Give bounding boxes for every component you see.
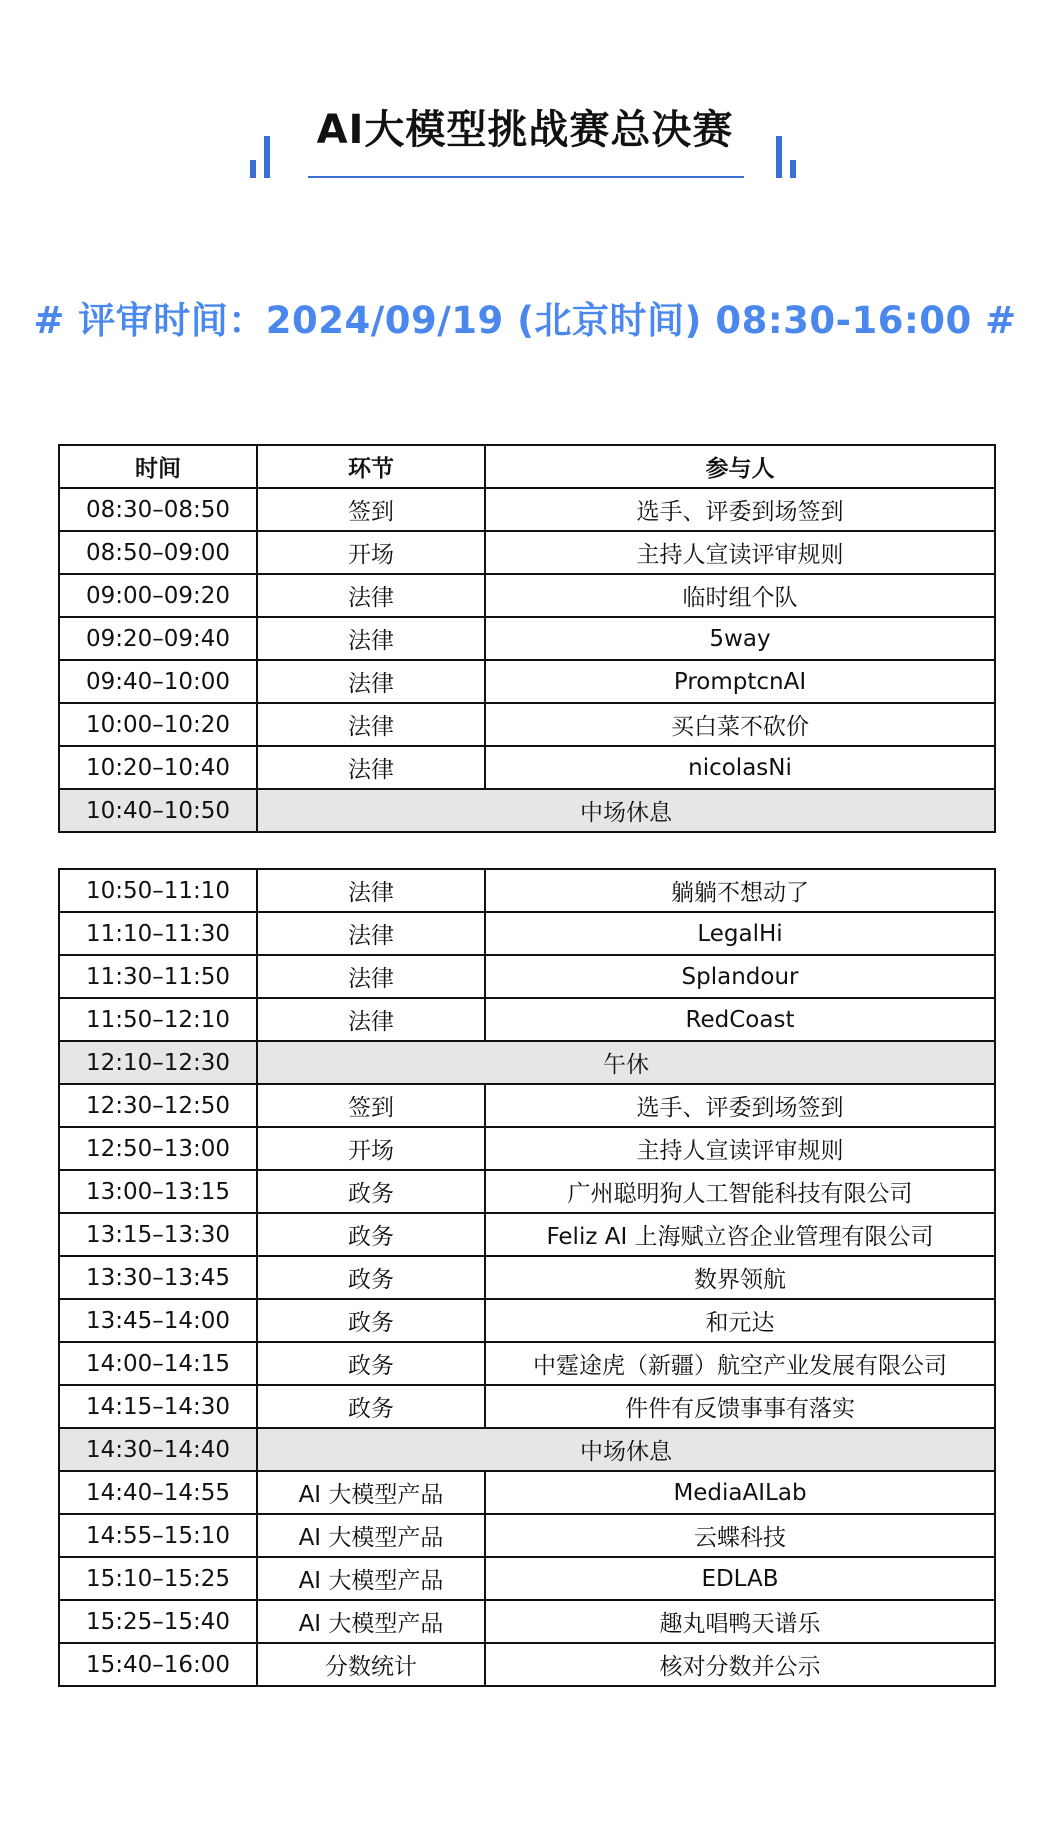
table-row <box>59 574 995 617</box>
cell-participant: 数界领航 <box>485 1256 995 1299</box>
cell-time: 08:30–08:50 <box>59 488 257 531</box>
cell-time: 10:50–11:10 <box>59 869 257 912</box>
cell-time: 14:00–14:15 <box>59 1342 257 1385</box>
table-row <box>59 531 995 574</box>
table-row <box>59 746 995 789</box>
break-row <box>59 1041 995 1084</box>
cell-participant: Splandour <box>485 955 995 998</box>
cell-time: 11:10–11:30 <box>59 912 257 955</box>
cell-stage: AI 大模型产品 <box>257 1600 485 1643</box>
table-row <box>59 488 995 531</box>
cell-time: 09:40–10:00 <box>59 660 257 703</box>
cell-participant: 趣丸唱鸭天谱乐 <box>485 1600 995 1643</box>
cell-participant: 选手、评委到场签到 <box>485 1084 995 1127</box>
cell-break: 中场休息 <box>257 1428 995 1471</box>
cell-time: 14:55–15:10 <box>59 1514 257 1557</box>
title-block <box>0 98 1050 188</box>
table-header-row <box>59 445 995 488</box>
table-row <box>59 1471 995 1514</box>
table-row <box>59 1256 995 1299</box>
cell-stage: 法律 <box>257 746 485 789</box>
break-row <box>59 789 995 832</box>
cell-time: 12:10–12:30 <box>59 1041 257 1084</box>
break-row <box>59 1428 995 1471</box>
cell-time: 14:15–14:30 <box>59 1385 257 1428</box>
cell-participant: Feliz AI 上海赋立咨企业管理有限公司 <box>485 1213 995 1256</box>
right-decor-bars <box>776 136 816 178</box>
cell-participant: 和元达 <box>485 1299 995 1342</box>
header-time: 时间 <box>59 445 257 488</box>
cell-stage: AI 大模型产品 <box>257 1471 485 1514</box>
table-row <box>59 703 995 746</box>
cell-time: 12:30–12:50 <box>59 1084 257 1127</box>
schedule-table-part1 <box>58 444 996 833</box>
table-row <box>59 1084 995 1127</box>
cell-time: 10:00–10:20 <box>59 703 257 746</box>
table-row <box>59 1514 995 1557</box>
cell-stage: 法律 <box>257 912 485 955</box>
cell-time: 13:30–13:45 <box>59 1256 257 1299</box>
cell-time: 14:40–14:55 <box>59 1471 257 1514</box>
schedule-table-part2 <box>58 868 996 1687</box>
cell-participant: 中霆途虎（新疆）航空产业发展有限公司 <box>485 1342 995 1385</box>
cell-participant: PromptcnAI <box>485 660 995 703</box>
cell-time: 15:40–16:00 <box>59 1643 257 1686</box>
table-row <box>59 1299 995 1342</box>
cell-participant: 躺躺不想动了 <box>485 869 995 912</box>
table-row <box>59 912 995 955</box>
header-stage: 环节 <box>257 445 485 488</box>
cell-time: 09:20–09:40 <box>59 617 257 660</box>
table-row <box>59 1342 995 1385</box>
cell-time: 11:30–11:50 <box>59 955 257 998</box>
header-participant: 参与人 <box>485 445 995 488</box>
cell-time: 10:20–10:40 <box>59 746 257 789</box>
cell-time: 10:40–10:50 <box>59 789 257 832</box>
cell-participant: 主持人宣读评审规则 <box>485 1127 995 1170</box>
cell-stage: 政务 <box>257 1213 485 1256</box>
cell-participant: EDLAB <box>485 1557 995 1600</box>
table-row <box>59 1127 995 1170</box>
cell-participant: 件件有反馈事事有落实 <box>485 1385 995 1428</box>
table-row <box>59 1170 995 1213</box>
cell-time: 14:30–14:40 <box>59 1428 257 1471</box>
review-time-subtitle: # 评审时间：2024/09/19 (北京时间) 08:30-16:00 # <box>33 299 1017 342</box>
cell-stage: 签到 <box>257 1084 485 1127</box>
table-row <box>59 1213 995 1256</box>
cell-stage: 法律 <box>257 617 485 660</box>
page-title: AI大模型挑战赛总决赛 <box>316 107 734 153</box>
cell-stage: AI 大模型产品 <box>257 1557 485 1600</box>
cell-stage: 法律 <box>257 660 485 703</box>
table-row <box>59 1557 995 1600</box>
cell-time: 13:00–13:15 <box>59 1170 257 1213</box>
cell-stage: 法律 <box>257 955 485 998</box>
cell-participant: LegalHi <box>485 912 995 955</box>
cell-time: 08:50–09:00 <box>59 531 257 574</box>
title-underline <box>308 176 744 178</box>
cell-stage: 法律 <box>257 574 485 617</box>
cell-participant: 广州聪明狗人工智能科技有限公司 <box>485 1170 995 1213</box>
left-decor-bars <box>250 136 290 178</box>
table-row <box>59 1600 995 1643</box>
cell-stage: AI 大模型产品 <box>257 1514 485 1557</box>
cell-stage: 开场 <box>257 1127 485 1170</box>
cell-stage: 法律 <box>257 869 485 912</box>
cell-participant: 选手、评委到场签到 <box>485 488 995 531</box>
cell-stage: 开场 <box>257 531 485 574</box>
cell-stage: 法律 <box>257 703 485 746</box>
cell-time: 13:15–13:30 <box>59 1213 257 1256</box>
cell-time: 13:45–14:00 <box>59 1299 257 1342</box>
cell-participant: 核对分数并公示 <box>485 1643 995 1686</box>
cell-time: 12:50–13:00 <box>59 1127 257 1170</box>
table-row <box>59 998 995 1041</box>
cell-participant: 买白菜不砍价 <box>485 703 995 746</box>
table-row <box>59 1385 995 1428</box>
table-row <box>59 955 995 998</box>
cell-time: 11:50–12:10 <box>59 998 257 1041</box>
cell-stage: 法律 <box>257 998 485 1041</box>
cell-time: 15:10–15:25 <box>59 1557 257 1600</box>
cell-participant: nicolasNi <box>485 746 995 789</box>
cell-stage: 签到 <box>257 488 485 531</box>
table-row <box>59 1643 995 1686</box>
table-row <box>59 869 995 912</box>
cell-break: 午休 <box>257 1041 995 1084</box>
cell-stage: 政务 <box>257 1385 485 1428</box>
cell-participant: RedCoast <box>485 998 995 1041</box>
cell-stage: 政务 <box>257 1170 485 1213</box>
cell-participant: 主持人宣读评审规则 <box>485 531 995 574</box>
cell-time: 09:00–09:20 <box>59 574 257 617</box>
cell-break: 中场休息 <box>257 789 995 832</box>
cell-participant: 云蝶科技 <box>485 1514 995 1557</box>
cell-stage: 政务 <box>257 1299 485 1342</box>
cell-participant: 5way <box>485 617 995 660</box>
table-row <box>59 660 995 703</box>
cell-stage: 政务 <box>257 1256 485 1299</box>
cell-participant: 临时组个队 <box>485 574 995 617</box>
cell-time: 15:25–15:40 <box>59 1600 257 1643</box>
cell-stage: 分数统计 <box>257 1643 485 1686</box>
cell-participant: MediaAILab <box>485 1471 995 1514</box>
table-row <box>59 617 995 660</box>
cell-stage: 政务 <box>257 1342 485 1385</box>
